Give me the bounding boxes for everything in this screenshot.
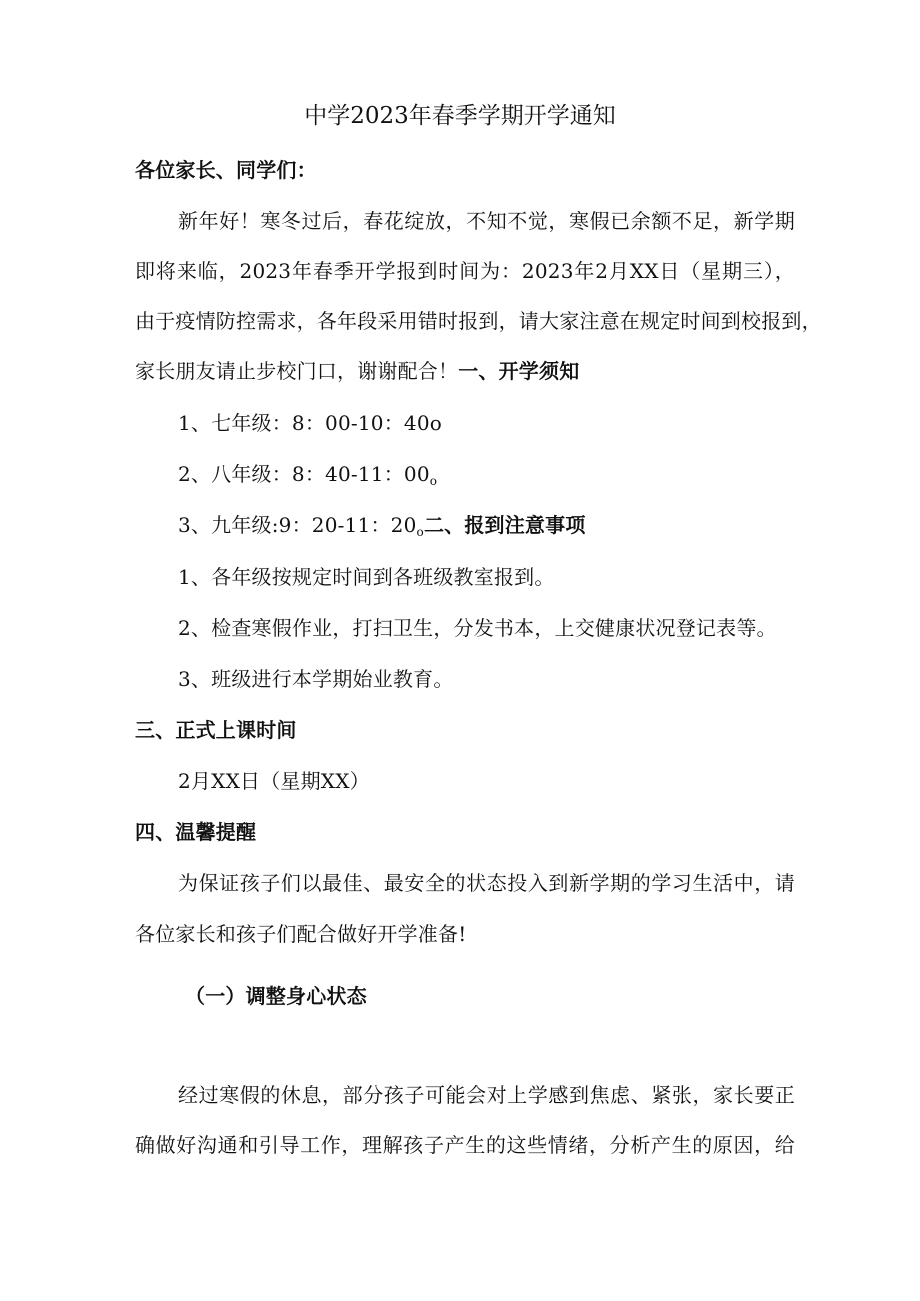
- schedule-grade-9: [178, 511, 838, 546]
- reminder-line-1: 为保证孩子们以最佳、最安全的状态投入到新学期的学习生活中，请: [178, 871, 795, 895]
- section-4-heading: 四、温馨提醒: [135, 820, 257, 844]
- note-item-1: 1、各年级按规定时间到各班级教室报到。: [178, 565, 555, 589]
- document-title: 中学2023年春季学期开学通知: [304, 103, 616, 129]
- section-2-heading: 二、报到注意事项: [423, 513, 586, 537]
- intro-line-2: 即将来临，2023年春季开学报到时间为：2023年2月XX日（星期三），: [135, 259, 795, 283]
- schedule-grade-9-sub: o: [416, 525, 424, 539]
- schedule-grade-7: 1、七年级：8：00-10：40o: [178, 411, 442, 435]
- intro-line-3: 由于疫情防控需求，各年段采用错时报到，请大家注意在规定时间到校报到，: [135, 309, 822, 333]
- subsection-heading: （一）调整身心状态: [185, 984, 367, 1008]
- adjust-line-2: 确做好沟通和引导工作，理解孩子产生的这些情绪，分析产生的原因，给: [135, 1133, 795, 1157]
- salutation: 各位家长、同学们：: [135, 158, 317, 182]
- class-start-date: 2月XX日（星期XX）: [178, 769, 370, 793]
- adjust-line-1: 经过寒假的休息，部分孩子可能会对上学感到焦虑、紧张，家长要正: [178, 1083, 795, 1107]
- section-3-heading: 三、正式上课时间: [135, 718, 297, 742]
- schedule-grade-9-text: 3、九年级:9：20-11：20: [178, 513, 417, 537]
- note-item-3: 3、班级进行本学期始业教育。: [178, 667, 454, 691]
- schedule-grade-8: [178, 460, 838, 495]
- intro-line-4: [135, 357, 795, 385]
- reminder-line-2: 各位家长和孩子们配合做好开学准备!: [135, 922, 467, 946]
- note-item-2: 2、检查寒假作业，打扫卫生，分发书本，上交健康状况登记表等。: [178, 616, 777, 640]
- intro-line-1: 新年好！寒冬过后，春花绽放，不知不觉，寒假已余额不足，新学期: [178, 209, 795, 233]
- intro-line-4-text: 家长朋友请止步校门口，谢谢配合！: [135, 359, 459, 383]
- section-1-heading: 一、开学须知: [458, 359, 580, 383]
- schedule-grade-8-sub: o: [429, 474, 438, 488]
- schedule-grade-8-text: 2、八年级：8：40-11：00: [178, 462, 430, 486]
